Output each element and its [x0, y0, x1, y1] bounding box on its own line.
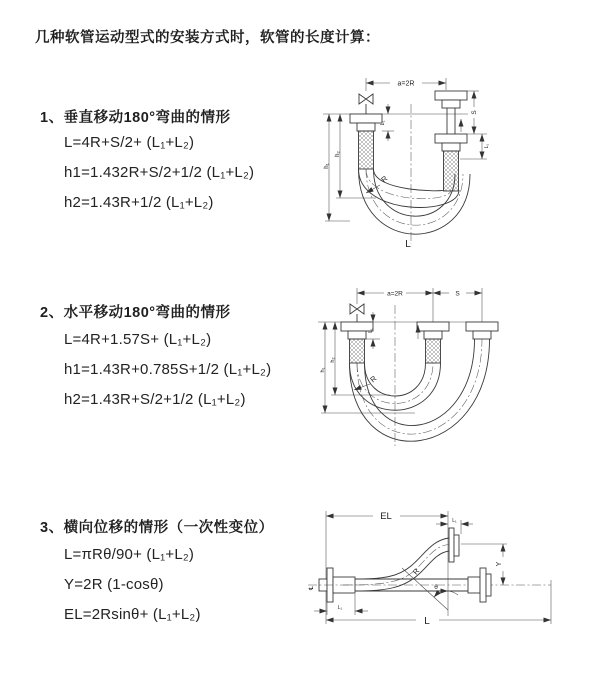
dim-label-r: R — [410, 566, 422, 577]
section-1-formula-h2: h2=1.43R+1/2 (L₁+L₂) — [64, 194, 214, 211]
dim-label-r: R — [379, 173, 390, 185]
dim-label-l1: L₁ — [368, 328, 374, 333]
section-2-formula-h2: h2=1.43R+S/2+1/2 (L₁+L₂) — [64, 391, 246, 408]
section-3-heading: 3、横向位移的情形（一次性变位） — [40, 520, 274, 536]
dim-a2r-s — [357, 288, 482, 322]
radius-and-angle — [402, 566, 458, 610]
diagram-horizontal-180-bend — [300, 278, 590, 470]
dim-h1-h2 — [320, 322, 415, 413]
dim-label-a2r: a=2R — [387, 290, 403, 298]
dim-label-a2r: a=2R — [397, 80, 415, 88]
dim-label-l1-top: L₁ — [452, 518, 457, 524]
dim-label-s: S — [455, 290, 460, 298]
extension-lines — [326, 511, 551, 624]
dim-label-h1: h₁ — [324, 163, 330, 169]
braided-hose-section — [426, 339, 441, 363]
section-1-formula-l: L=4R+S/2+ (L₁+L₂) — [64, 134, 195, 151]
dim-l1-top — [436, 518, 473, 524]
dim-label-l: L — [424, 616, 430, 627]
section-3-formula-l: L=πRθ/90+ (L₁+L₂) — [64, 546, 195, 563]
dim-label-h2: h₂ — [330, 357, 336, 363]
dim-label-s: S — [471, 110, 478, 115]
diagram-lateral-displacement — [298, 498, 598, 663]
dim-label-l1-bottom: L₁ — [337, 605, 343, 611]
section-2-formula-h1: h1=1.43R+0.785S+1/2 (L₁+L₂) — [64, 361, 272, 378]
dim-el — [326, 511, 448, 522]
centerline-symbol: ℄ — [309, 586, 315, 590]
section-3-formula-y: Y=2R (1-cosθ) — [64, 576, 164, 593]
dim-label-y: Y — [496, 561, 503, 567]
dim-s — [467, 91, 487, 134]
left-end-fitting — [350, 114, 382, 169]
section-2-formula-l: L=4R+1.57S+ (L₁+L₂) — [64, 331, 212, 348]
dim-l1-bottom — [314, 605, 368, 611]
dim-l — [326, 616, 551, 627]
moving-end-fitting-pos1 — [417, 322, 449, 363]
hose-u-bend-curves — [350, 339, 490, 441]
dim-a2r — [366, 78, 446, 91]
section-2-heading: 2、水平移动180°弯曲的情形 — [40, 305, 231, 321]
dim-label-r: R — [368, 373, 379, 385]
original-end-flange — [468, 568, 491, 602]
dim-label-l: L — [405, 239, 411, 250]
diagram-vertical-180-bend — [298, 66, 588, 258]
moving-end-fitting-pos2 — [466, 322, 498, 339]
displaced-end-flange — [449, 528, 459, 562]
right-end-fitting-positions — [435, 91, 467, 191]
section-1-heading: 1、垂直移动180°弯曲的情形 — [40, 110, 231, 126]
dim-label-theta: θ — [434, 584, 438, 591]
valve-icon — [350, 304, 364, 322]
valve-icon — [359, 94, 373, 114]
dim-y — [496, 544, 503, 585]
braided-hose-section — [444, 151, 459, 191]
dim-label-el: EL — [380, 511, 392, 522]
s-curve-hose — [343, 538, 449, 591]
dim-l1-left — [380, 104, 394, 141]
braided-hose-section — [350, 339, 365, 363]
section-3-formula-el: EL=2Rsinθ+ (L₁+L₂) — [64, 606, 201, 623]
section-1-formula-h1: h1=1.432R+S/2+1/2 (L₁+L₂) — [64, 164, 255, 181]
page-title: 几种软管运动型式的安装方式时，软管的长度计算： — [35, 30, 380, 46]
braided-hose-section — [359, 131, 374, 169]
dim-label-h2: h₂ — [335, 151, 341, 157]
dim-label-h1: h₁ — [320, 367, 326, 373]
dim-label-l1-right: L₁ — [484, 143, 490, 149]
radius-callout — [366, 174, 390, 193]
dim-label-l1-left: L₁ — [380, 120, 386, 126]
fixed-end-fitting — [341, 322, 373, 363]
